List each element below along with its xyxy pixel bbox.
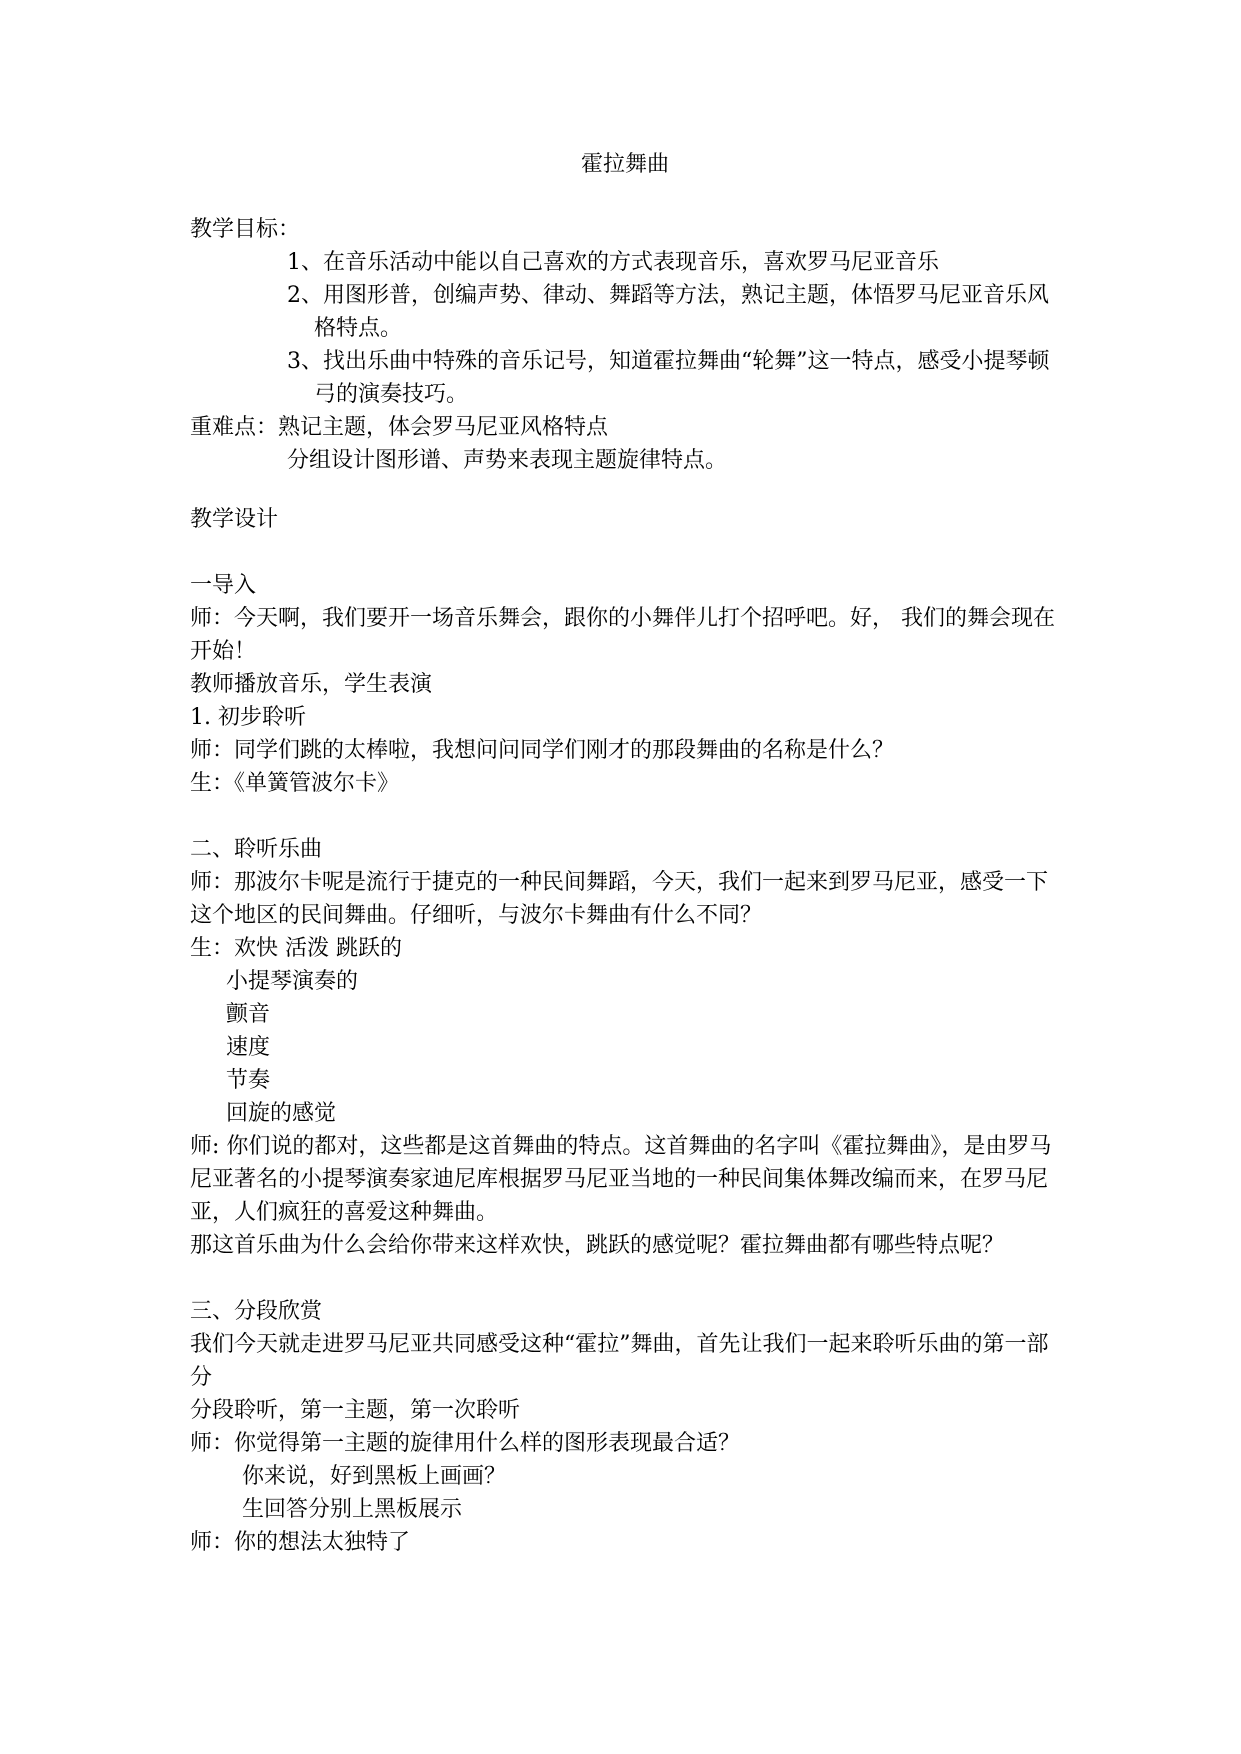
section2-question: 那这首乐曲为什么会给你带来这样欢快，跳跃的感觉呢？霍拉舞曲都有哪些特点呢？ [190,1233,1005,1258]
objective-item: 3、找出乐曲中特殊的音乐记号，知道霍拉舞曲“轮舞”这一特点，感受小提琴顿弓的演奏技巧。 [287,349,1050,407]
spacer [190,1262,1060,1295]
student-answer: 速度 [226,1035,271,1060]
student-answer: 节奏 [226,1068,271,1093]
section2-heading: 二、聆听乐曲 [190,837,323,862]
key-points-line: 分组设计图形谱、声势来表现主题旋律特点。 [287,448,728,473]
section1-line: 1. 初步聆听 [190,705,306,730]
spacer [190,536,1060,569]
key-points-line: 重难点：熟记主题，体会罗马尼亚风格特点 [190,415,609,440]
section3-teacher-line: 师：你觉得第一主题的旋律用什么样的图形表现最合适？ [190,1431,741,1456]
section3-intro: 我们今天就走进罗马尼亚共同感受这种“霍拉”舞曲，首先让我们一起来聆听乐曲的第一部分 [190,1332,1049,1390]
section1-line: 教师播放音乐，学生表演 [190,672,433,697]
section3-line: 分段聆听，第一主题，第一次聆听 [190,1398,521,1423]
spacer [190,800,1060,833]
section3-heading: 三、分段欣赏 [190,1299,323,1324]
student-answer: 小提琴演奏的 [226,969,359,994]
objective-item: 2、用图形普，创编声势、律动、舞蹈等方法，熟记主题，体悟罗马尼亚音乐风格特点。 [287,283,1049,341]
spacer [190,477,1060,503]
section1-line: 生：《单簧管波尔卡》 [190,771,400,796]
section3-indent-line: 你来说，好到黑板上画画？ [242,1464,507,1489]
student-answer: 回旋的感觉 [226,1101,337,1126]
objective-item: 1、在音乐活动中能以自己喜欢的方式表现音乐，喜欢罗马尼亚音乐 [287,250,939,275]
document-title: 霍拉舞曲 [580,152,669,177]
document-content [190,148,1060,1559]
section1-line: 师：同学们跳的太棒啦，我想问问同学们刚才的那段舞曲的名称是什么？ [190,738,895,763]
section3-teacher-line: 师：你的想法太独特了 [190,1530,411,1555]
section2-teacher-line: 师: 你们说的都对，这些都是这首舞曲的特点。这首舞曲的名字叫《霍拉舞曲》，是由罗马尼亚著名的小提琴演奏家迪尼库根据罗马尼亚当地的一种民间集体舞改编而来，在罗马尼亚，人们疯狂的喜爱这种舞曲。 [190,1134,1052,1225]
section1-heading: 一导入 [190,573,257,598]
objectives-heading: 教学目标： [190,217,301,242]
section3-indent-line: 生回答分别上黑板展示 [242,1497,463,1522]
student-answer: 颤音 [226,1002,271,1027]
section2-teacher-line: 师：那波尔卡呢是流行于捷克的一种民间舞蹈，今天，我们一起来到罗马尼亚，感受一下这个地区的民间舞曲。仔细听，与波尔卡舞曲有什么不同？ [190,870,1049,928]
section2-student-line: 生：欢快 活泼 跳跃的 [190,936,402,961]
design-heading: 教学设计 [190,507,279,532]
section1-line: 师：今天啊，我们要开一场音乐舞会，跟你的小舞伴儿打个招呼吧。好， 我们的舞会现在开始！ [190,606,1055,664]
